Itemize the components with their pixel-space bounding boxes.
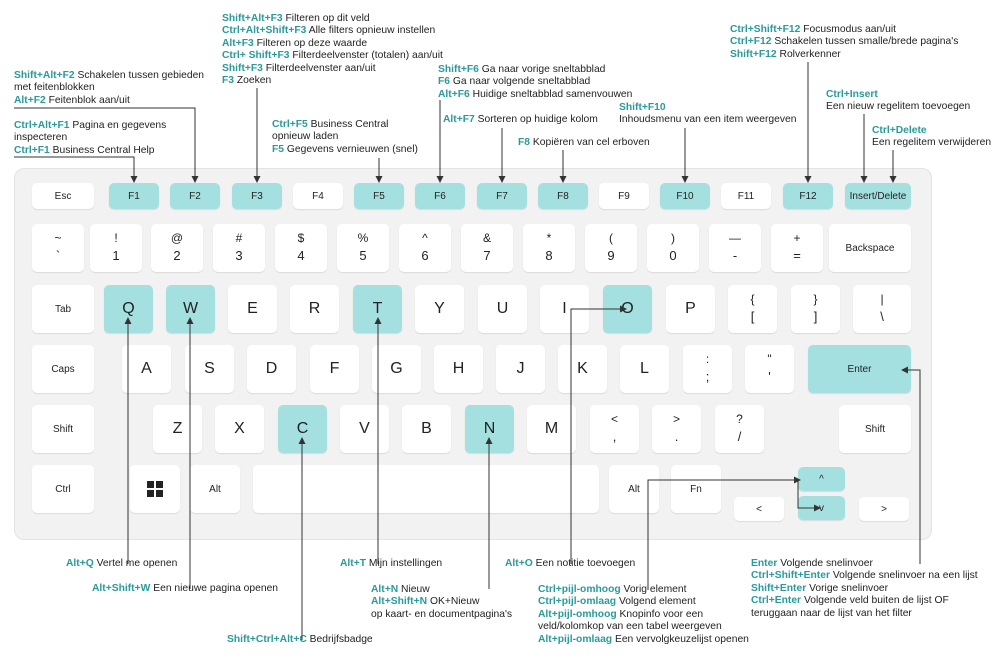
key-shift-symbol: ^	[422, 231, 428, 245]
shortcut-description: Feitenblok aan/uit	[45, 94, 130, 106]
shortcut-keys: Shift+Ctrl+Alt+C	[227, 634, 307, 645]
key-label: Alt	[628, 483, 640, 495]
key-shift-symbol: <	[610, 412, 618, 426]
key-label: F2	[189, 190, 201, 202]
key-label: T	[372, 300, 383, 317]
key-base-symbol: 8	[545, 248, 553, 263]
key-base-symbol: 6	[421, 248, 429, 263]
key-shift-symbol: {	[750, 292, 755, 306]
key-label: H	[452, 360, 465, 377]
key-label: F4	[312, 190, 324, 202]
key-base-symbol: 0	[669, 248, 677, 263]
key-shift-symbol: —	[729, 231, 741, 245]
key-shift-symbol: $	[297, 231, 305, 245]
line-enter	[902, 370, 920, 564]
key-base-symbol: /	[737, 429, 742, 444]
key-label: D	[265, 360, 278, 377]
shortcut-keys: Ctrl+pijl-omlaag	[538, 596, 617, 608]
key-base-symbol: ;	[705, 369, 710, 384]
key-base-symbol: \	[880, 309, 884, 324]
shortcut-description: Business Central	[307, 119, 389, 130]
shortcut-description: Huidige sneltabblad samenvouwen	[469, 88, 633, 100]
shortcut-description: Zoeken	[234, 75, 272, 87]
shortcut-description: Knopinfo voor een	[616, 608, 704, 620]
shortcut-keys: Alt+F7	[443, 114, 475, 125]
key-label: G	[390, 360, 403, 377]
key-shift-symbol: @	[170, 231, 184, 245]
shortcut-keys: F3	[222, 75, 235, 87]
shortcut-description: Ga naar vorige sneltabblad	[478, 64, 606, 75]
key-label: Alt	[209, 483, 221, 495]
shortcut-description: Een nieuwe pagina openen	[150, 583, 279, 594]
key-label: Q	[122, 300, 135, 317]
shortcut-keys: Shift+F3	[222, 62, 263, 74]
shortcut-keys: Alt+T	[340, 558, 367, 569]
key-base-symbol: 5	[359, 248, 367, 263]
key-label: Shift	[52, 423, 73, 435]
key-label: F12	[799, 190, 817, 202]
key-label: v	[819, 502, 824, 514]
key-label: Esc	[54, 190, 72, 202]
shortcut-description: Business Central Help	[49, 144, 155, 156]
key-label: F10	[676, 190, 694, 202]
key-base-symbol: -	[732, 248, 738, 263]
shortcut-description: teruggaan naar de lijst van het filter	[751, 607, 912, 619]
shortcut-description: Filterdeelvenster aan/uit	[262, 62, 376, 74]
shortcut-keys: Ctrl+ Shift+F3	[222, 50, 290, 62]
key-label: Y	[434, 300, 445, 317]
shortcut-keys: Ctrl+Shift+Enter	[751, 570, 830, 582]
key-label: I	[562, 300, 567, 317]
shortcut-description: inspecteren	[14, 132, 68, 144]
key-base-symbol: 4	[297, 248, 305, 263]
shortcut-description: Volgende veld buiten de lijst OF	[801, 595, 949, 607]
key-shift-symbol: (	[609, 231, 613, 245]
shortcut-keys: Ctrl+F5	[272, 119, 308, 130]
shortcut-description: Inhoudsmenu van een item weergeven	[619, 114, 797, 126]
shortcut-description: OK+Nieuw	[427, 596, 480, 608]
key-shift-symbol: +	[793, 231, 801, 245]
shortcut-keys: F6	[438, 76, 451, 88]
key-label: F5	[373, 190, 385, 202]
key-shift-symbol: :	[705, 352, 710, 366]
key-base-symbol: 1	[112, 248, 120, 263]
shortcut-description: Filteren op deze waarde	[253, 37, 368, 49]
shortcut-keys: Ctrl+F1	[14, 144, 50, 156]
key-label: N	[483, 420, 496, 437]
key-base-symbol: '	[768, 369, 771, 384]
line-arrows-down	[798, 480, 820, 508]
shortcut-description: Een nieuw regelitem toevoegen	[826, 101, 971, 113]
shortcut-description: met feitenblokken	[14, 82, 95, 94]
key-label: Caps	[51, 363, 75, 375]
shortcut-keys: Shift+F10	[619, 102, 666, 113]
key-label: K	[577, 360, 588, 377]
shortcut-description: Volgende snelinvoer	[777, 558, 873, 569]
shortcut-description: Rolverkenner	[776, 48, 841, 60]
key-shift-symbol: !	[114, 231, 118, 245]
key-label: X	[234, 420, 245, 437]
key-label: Backspace	[845, 242, 895, 254]
key-label: F6	[434, 190, 446, 202]
shortcut-description: Een regelitem verwijderen	[872, 137, 992, 149]
shortcut-keys: F5	[272, 143, 285, 155]
shortcut-keys: Alt+pijl-omhoog	[538, 608, 617, 620]
shortcut-keys: Alt+F6	[438, 88, 470, 100]
key-label: A	[141, 360, 152, 377]
key-label: E	[247, 300, 258, 317]
key-shift-symbol: *	[546, 231, 552, 245]
key-base-symbol: =	[793, 248, 801, 263]
shortcut-description: Sorteren op huidige kolom	[474, 114, 598, 125]
shortcut-keys: Alt+F2	[14, 94, 46, 106]
key-label: P	[685, 300, 696, 317]
shortcut-keys: Alt+Shift+W	[92, 583, 151, 594]
key-label: Insert/Delete	[849, 190, 907, 202]
key-label: F3	[251, 190, 263, 202]
key-label: U	[496, 300, 509, 317]
shortcut-keys: Alt+Shift+N	[371, 596, 428, 608]
key-label: Fn	[690, 483, 702, 495]
key-shift-symbol: ?	[736, 412, 743, 426]
shortcut-description: Vorige snelinvoer	[806, 582, 889, 594]
key-label: Shift	[864, 423, 885, 435]
shortcut-description: op kaart- en documentpagina's	[371, 608, 513, 620]
shortcut-keys: Shift+Enter	[751, 582, 807, 594]
shortcut-description: Bedrijfsbadge	[306, 634, 373, 645]
shortcut-keys: Ctrl+Shift+F12	[730, 24, 801, 35]
key-shift-symbol: %	[357, 231, 369, 245]
key-label: Enter	[847, 363, 872, 375]
key-label: F1	[128, 190, 140, 202]
shortcut-description: Kopiëren van cel erboven	[530, 137, 650, 148]
key-label: <	[756, 503, 762, 515]
shortcut-description: opnieuw laden	[272, 131, 339, 143]
shortcut-keys: Alt+N	[371, 584, 399, 595]
key-label: M	[544, 420, 559, 437]
shortcut-description: Filteren op dit veld	[282, 13, 370, 24]
key-label: F9	[618, 190, 630, 202]
shortcut-keys: Alt+O	[505, 558, 533, 569]
key-base-symbol: ,	[612, 429, 617, 444]
key-label: Z	[172, 420, 183, 437]
shortcut-description: Schakelen tussen smalle/brede pagina's	[771, 36, 959, 48]
shortcut-description: veld/kolomkop van een tabel weergeven	[538, 621, 722, 633]
key-label: S	[204, 360, 215, 377]
shortcut-description: Volgend element	[616, 596, 696, 608]
key-label: F11	[737, 190, 755, 202]
shortcut-description: Vorig element	[620, 584, 687, 595]
key-label: W	[182, 300, 199, 317]
shortcut-keys: Ctrl+Alt+Shift+F3	[222, 25, 307, 37]
key-label: J	[516, 360, 525, 377]
shortcut-description: Ga naar volgende sneltabblad	[450, 76, 591, 88]
shortcut-keys: Shift+F12	[730, 48, 777, 60]
shortcut-description: Vertel me openen	[93, 558, 178, 569]
key-label: O	[621, 300, 634, 317]
shortcut-keys: Ctrl+Insert	[826, 89, 878, 100]
key-label: Ctrl	[55, 483, 71, 495]
line-f1	[14, 157, 134, 182]
key-shift-symbol: &	[482, 231, 491, 245]
shortcut-keys: Ctrl+Delete	[872, 125, 927, 136]
shortcut-keys: Ctrl+F12	[730, 36, 772, 48]
shortcut-keys: Shift+Alt+F3	[222, 13, 283, 24]
line-arrows	[648, 480, 800, 590]
key-shift-symbol: ~	[54, 231, 62, 245]
key-shift-symbol: }	[813, 292, 818, 306]
key-base-symbol: 3	[235, 248, 243, 263]
key-label: R	[308, 300, 321, 317]
key-base-symbol: 7	[483, 248, 491, 263]
key-shift-symbol: |	[880, 292, 884, 306]
key-base-symbol: ]	[813, 309, 818, 324]
key-base-symbol: 9	[607, 248, 615, 263]
shortcut-description: Een notitie toevoegen	[532, 558, 636, 569]
key-shift-symbol: )	[671, 231, 675, 245]
shortcut-description: Gegevens vernieuwen (snel)	[284, 143, 418, 155]
key-label: F	[329, 360, 340, 377]
shortcut-description: Filterdeelvenster (totalen) aan/uit	[289, 50, 443, 62]
key-base-symbol: .	[674, 429, 679, 444]
key-label: F7	[496, 190, 508, 202]
shortcut-keys: Alt+Q	[66, 558, 94, 569]
key-base-symbol: [	[750, 309, 755, 324]
shortcut-keys: Alt+pijl-omlaag	[538, 633, 613, 645]
shortcut-keys: Shift+Alt+F2	[14, 70, 75, 81]
key-label: B	[421, 420, 432, 437]
shortcut-keys: Ctrl+Alt+F1	[14, 120, 70, 131]
line-o	[571, 309, 626, 564]
key-label: V	[359, 420, 370, 437]
shortcut-description: Volgende snelinvoer na een lijst	[829, 570, 978, 582]
shortcut-keys: Enter	[751, 558, 778, 569]
shortcut-description: Pagina en gegevens	[69, 120, 167, 131]
key-label: C	[296, 420, 309, 437]
key-label: >	[881, 503, 887, 515]
key-label: Tab	[54, 303, 72, 315]
shortcut-description: Mijn instellingen	[366, 558, 443, 569]
key-shift-symbol: "	[767, 352, 772, 366]
shortcut-keys: Ctrl+Enter	[751, 595, 802, 607]
key-label: L	[640, 360, 649, 377]
line-f2	[14, 108, 195, 182]
key-label: F8	[557, 190, 569, 202]
shortcut-keys: F8	[518, 137, 531, 148]
shortcut-description: Schakelen tussen gebieden	[74, 70, 205, 81]
key-shift-symbol: >	[672, 412, 680, 426]
key-label: ^	[819, 473, 824, 485]
key-base-symbol: 2	[173, 248, 181, 263]
shortcut-keys: Ctrl+pijl-omhoog	[538, 584, 621, 595]
shortcut-description: Focusmodus aan/uit	[800, 24, 896, 35]
shortcut-description: Nieuw	[398, 584, 430, 595]
shortcut-keys: Shift+F6	[438, 64, 479, 75]
key-base-symbol: `	[55, 248, 61, 263]
shortcut-description: Alle filters opnieuw instellen	[306, 25, 436, 37]
shortcut-keys: Alt+F3	[222, 37, 254, 49]
key-shift-symbol: #	[235, 231, 243, 245]
shortcut-description: Een vervolgkeuzelijst openen	[612, 633, 749, 645]
